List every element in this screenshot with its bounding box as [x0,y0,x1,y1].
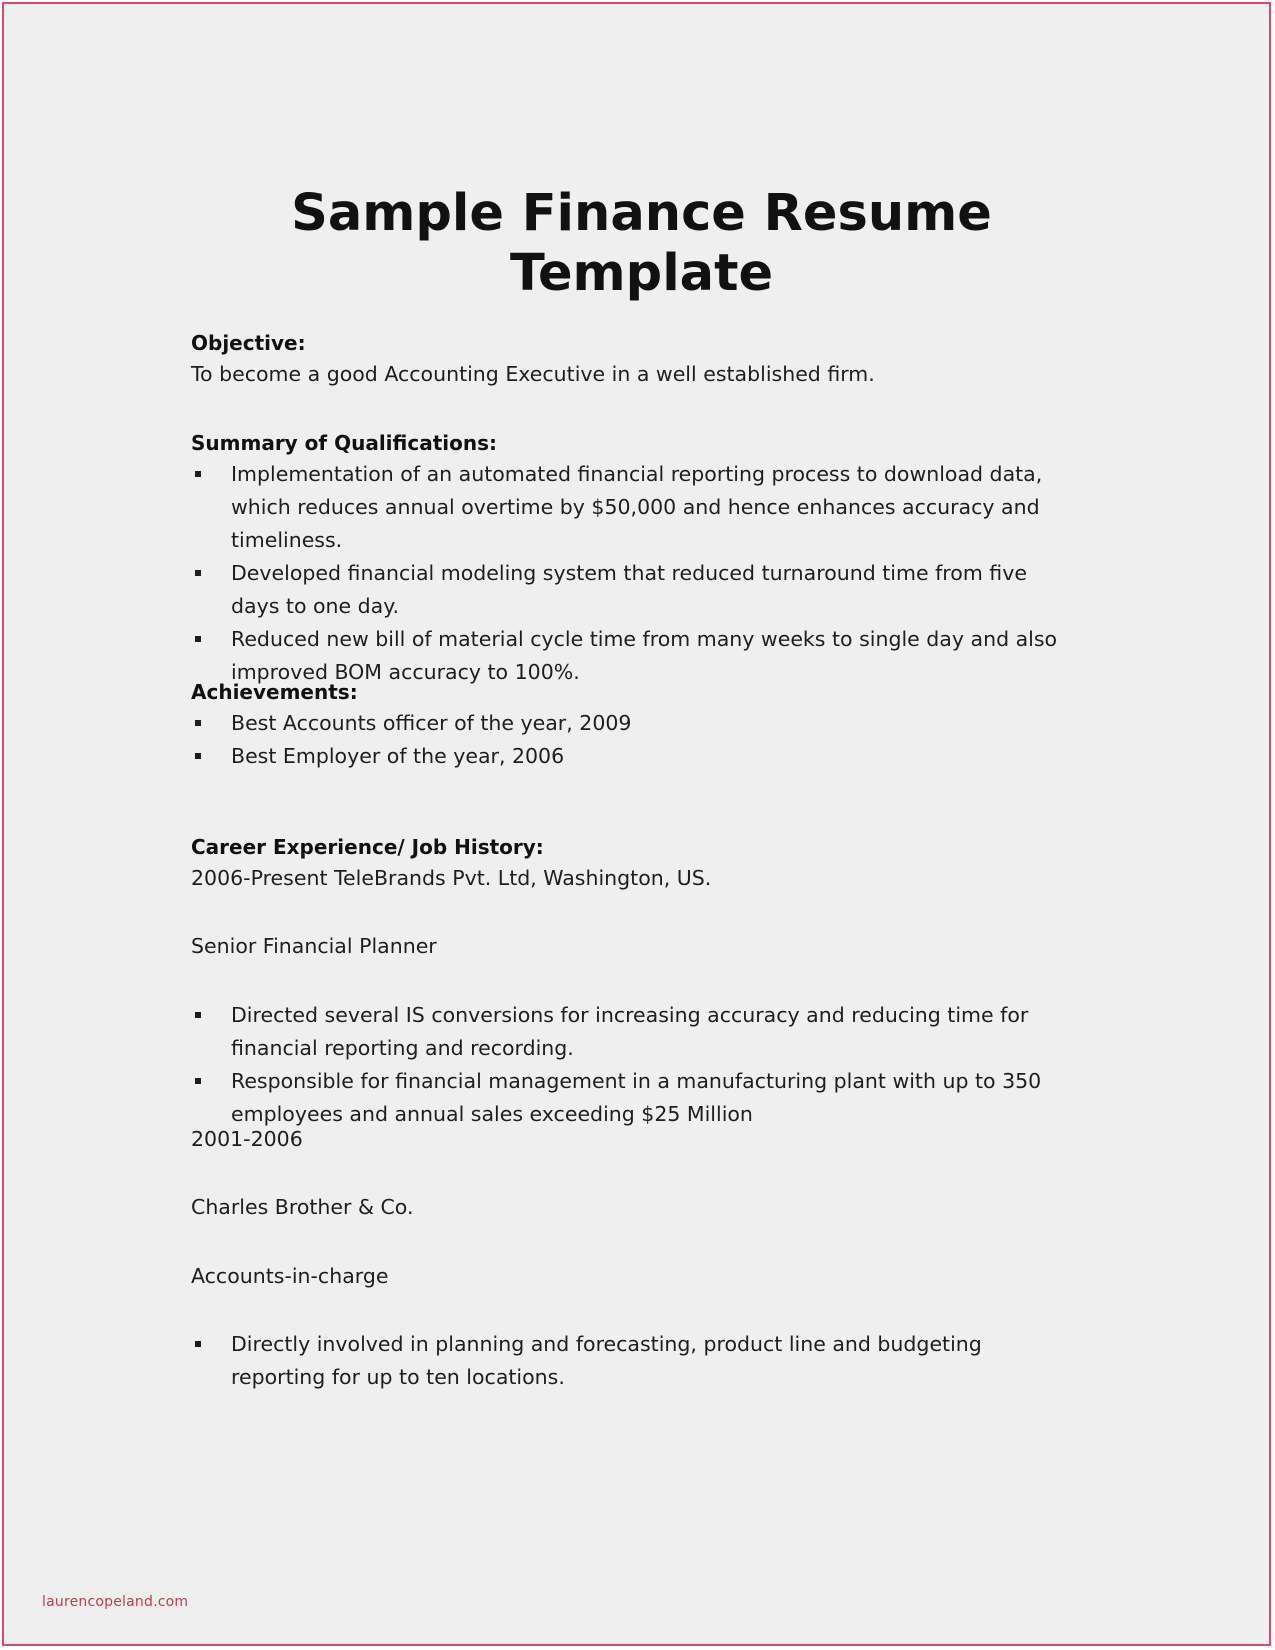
list-item [191,707,631,740]
objective-heading: Objective: [191,331,306,355]
list-item [191,557,1057,623]
list-item-line: Directly involved in planning and forecasting, product line and budgeting [231,1332,982,1356]
job1-period: 2006-Present TeleBrands Pvt. Ltd, Washington, US. [191,866,712,890]
square-bullet-icon [195,1341,201,1347]
square-bullet-icon [195,753,201,759]
objective-text: To become a good Accounting Executive in a well established firm. [191,362,875,386]
watermark-text: laurencopeland.com [42,1594,189,1610]
list-item-line: timeliness. [231,528,343,552]
title-line-1: Sample Finance Resume [291,184,992,243]
list-item-line: reporting for up to ten locations. [231,1365,565,1389]
list-item [191,740,631,773]
list-item [191,458,1057,557]
achievements-list [191,707,631,773]
achievements-heading: Achievements: [191,680,358,704]
career-heading: Career Experience/ Job History: [191,835,544,859]
list-item-line: Reduced new bill of material cycle time from many weeks to single day and also [231,627,1058,651]
square-bullet-icon [195,570,201,576]
job1-title: Senior Financial Planner [191,934,437,958]
document-title [4,184,1275,304]
job2-period: 2001-2006 [191,1127,303,1151]
list-item-line: Developed financial modeling system that reduced turnaround time from five [231,561,1027,585]
qualifications-list [191,458,1057,689]
title-line-2: Template [509,244,774,303]
page-frame [2,2,1271,1646]
square-bullet-icon [195,1078,201,1084]
list-item-line: financial reporting and recording. [231,1036,574,1060]
list-item-line: days to one day. [231,594,399,618]
list-item-line: employees and annual sales exceeding $25 Million [231,1102,753,1126]
list-item-line: Best Accounts officer of the year, 2009 [231,711,632,735]
square-bullet-icon [195,1012,201,1018]
list-item [191,999,1041,1065]
list-item [191,1065,1041,1131]
list-item-line: which reduces annual overtime by $50,000 and hence enhances accuracy and [231,495,1040,519]
square-bullet-icon [195,636,201,642]
square-bullet-icon [195,471,201,477]
square-bullet-icon [195,720,201,726]
job2-title: Accounts-in-charge [191,1264,389,1288]
list-item [191,1328,982,1394]
job2-duties-list [191,1328,982,1394]
job1-duties-list [191,999,1041,1131]
job2-company: Charles Brother & Co. [191,1195,414,1219]
list-item-line: Directed several IS conversions for increasing accuracy and reducing time for [231,1003,1029,1027]
list-item-line: improved BOM accuracy to 100%. [231,660,580,684]
qualifications-heading: Summary of Qualifications: [191,431,498,455]
list-item-line: Best Employer of the year, 2006 [231,744,565,768]
list-item-line: Responsible for financial management in a manufacturing plant with up to 350 [231,1069,1042,1093]
list-item-line: Implementation of an automated financial reporting process to download data, [231,462,1043,486]
